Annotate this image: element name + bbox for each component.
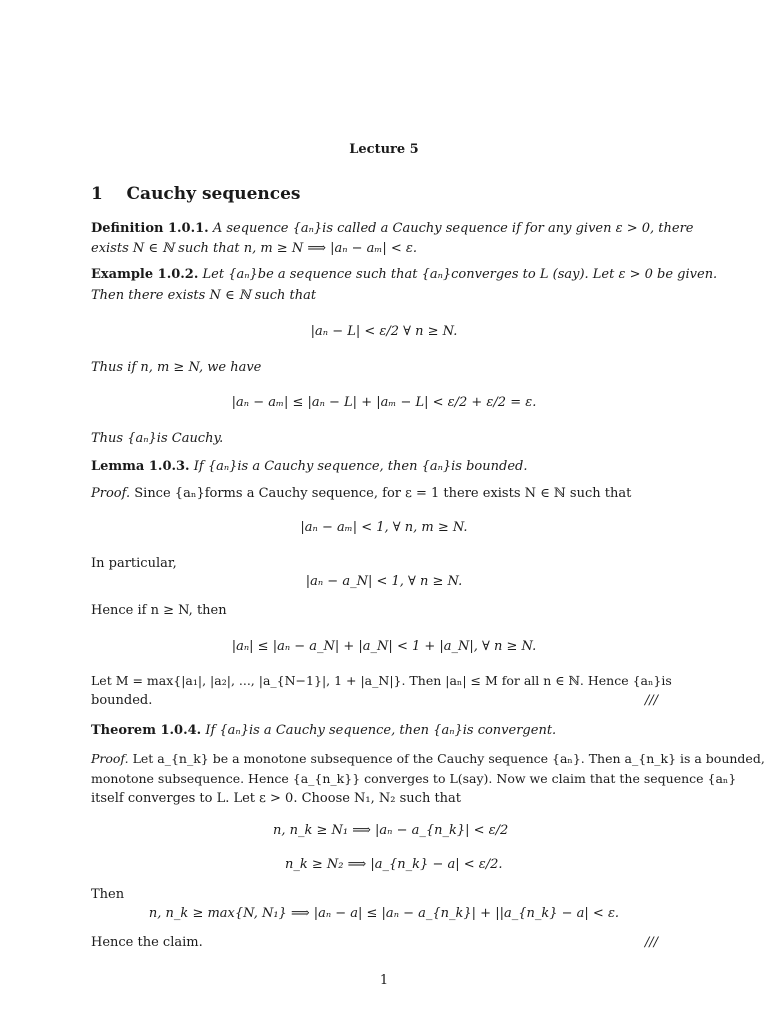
definition-text-line2: exists N ∈ ℕ such that n, m ≥ N ⟹ |aₙ − aₘ| < ε. xyxy=(91,241,418,256)
definition-text-line1: A sequence {aₙ}is called a Cauchy sequence if for any given ε > 0, there xyxy=(212,221,694,236)
example-thus-2: Thus {aₙ}is Cauchy. xyxy=(91,431,224,446)
example-equation-1: |aₙ − L| < ε/2 ∀ n ≥ N. xyxy=(310,324,458,339)
proof-line-1: Let a_{n_k} be a monotone subsequence of the Cauchy sequence {aₙ}. Then a_{n_k} is a bounded, xyxy=(132,751,765,766)
proof-equation-1: |aₙ − aₘ| < 1, ∀ n, m ≥ N. xyxy=(300,520,468,535)
proof-line-1: Since {aₙ}forms a Cauchy sequence, for ε = 1 there exists N ∈ ℕ such that xyxy=(134,486,632,501)
example-text-line2: Then there exists N ∈ ℕ such that xyxy=(91,288,317,303)
lecture-heading: Lecture 5 xyxy=(349,142,419,157)
example-text-line1: Let {aₙ}be a sequence such that {aₙ}converges to L (say). Let ε > 0 be given. xyxy=(202,267,718,282)
proof-line-3: itself converges to L. Let ε > 0. Choose N₁, N₂ such that xyxy=(91,791,462,806)
proof-line-2: monotone subsequence. Hence {a_{n_k}} converges to L(say). Now we claim that the sequence {aₙ} xyxy=(91,771,737,786)
section-heading xyxy=(91,186,301,202)
qed-mark: /// xyxy=(644,935,658,950)
proof-equation-2: n_k ≥ N₂ ⟹ |a_{n_k} − a| < ε/2. xyxy=(285,857,503,872)
proof-label: Proof. xyxy=(91,751,129,766)
proof-equation-3: n, n_k ≥ max{N, N₁} ⟹ |aₙ − a| ≤ |aₙ − a_{n_k}| + ||a_{n_k} − a| < ε. xyxy=(148,906,620,921)
proof-equation-2: |aₙ − a_N| < 1, ∀ n ≥ N. xyxy=(305,574,463,589)
proof-let-line-1: Let M = max{|a₁|, |a₂|, ..., |a_{N−1}|, 1 + |a_N|}. Then |aₙ| ≤ M for all n ∈ ℕ. Hence {aₙ}is xyxy=(91,673,672,688)
proof-claim: Hence the claim. xyxy=(91,935,203,950)
proof-let-line-2: bounded. xyxy=(91,693,153,708)
section-number: 1 xyxy=(91,184,103,204)
lemma-text: If {aₙ}is a Cauchy sequence, then {aₙ}is bounded. xyxy=(193,459,528,474)
lemma-block xyxy=(91,459,527,475)
proof-label: Proof. xyxy=(91,486,131,501)
definition-label: Definition 1.0.1. xyxy=(91,221,209,236)
lemma-label: Lemma 1.0.3. xyxy=(91,459,190,474)
proof-hence: Hence if n ≥ N, then xyxy=(91,603,227,618)
theorem-text: If {aₙ}is a Cauchy sequence, then {aₙ}is convergent. xyxy=(205,723,557,738)
example-label: Example 1.0.2. xyxy=(91,267,199,282)
theorem-label: Theorem 1.0.4. xyxy=(91,723,202,738)
page-number: 1 xyxy=(379,973,389,988)
proof-equation-1: n, n_k ≥ N₁ ⟹ |aₙ − a_{n_k}| < ε/2 xyxy=(273,823,509,838)
qed-mark: /// xyxy=(644,693,658,708)
proof-particular: In particular, xyxy=(91,556,177,571)
proof-then: Then xyxy=(91,887,125,902)
proof-equation-3: |aₙ| ≤ |aₙ − a_N| + |a_N| < 1 + |a_N|, ∀ n ≥ N. xyxy=(231,639,537,654)
theorem-block xyxy=(91,723,556,739)
example-thus-1: Thus if n, m ≥ N, we have xyxy=(91,360,262,375)
example-equation-2: |aₙ − aₘ| ≤ |aₙ − L| + |aₘ − L| < ε/2 + ε/2 = ε. xyxy=(231,395,537,410)
section-title: Cauchy sequences xyxy=(126,184,301,204)
